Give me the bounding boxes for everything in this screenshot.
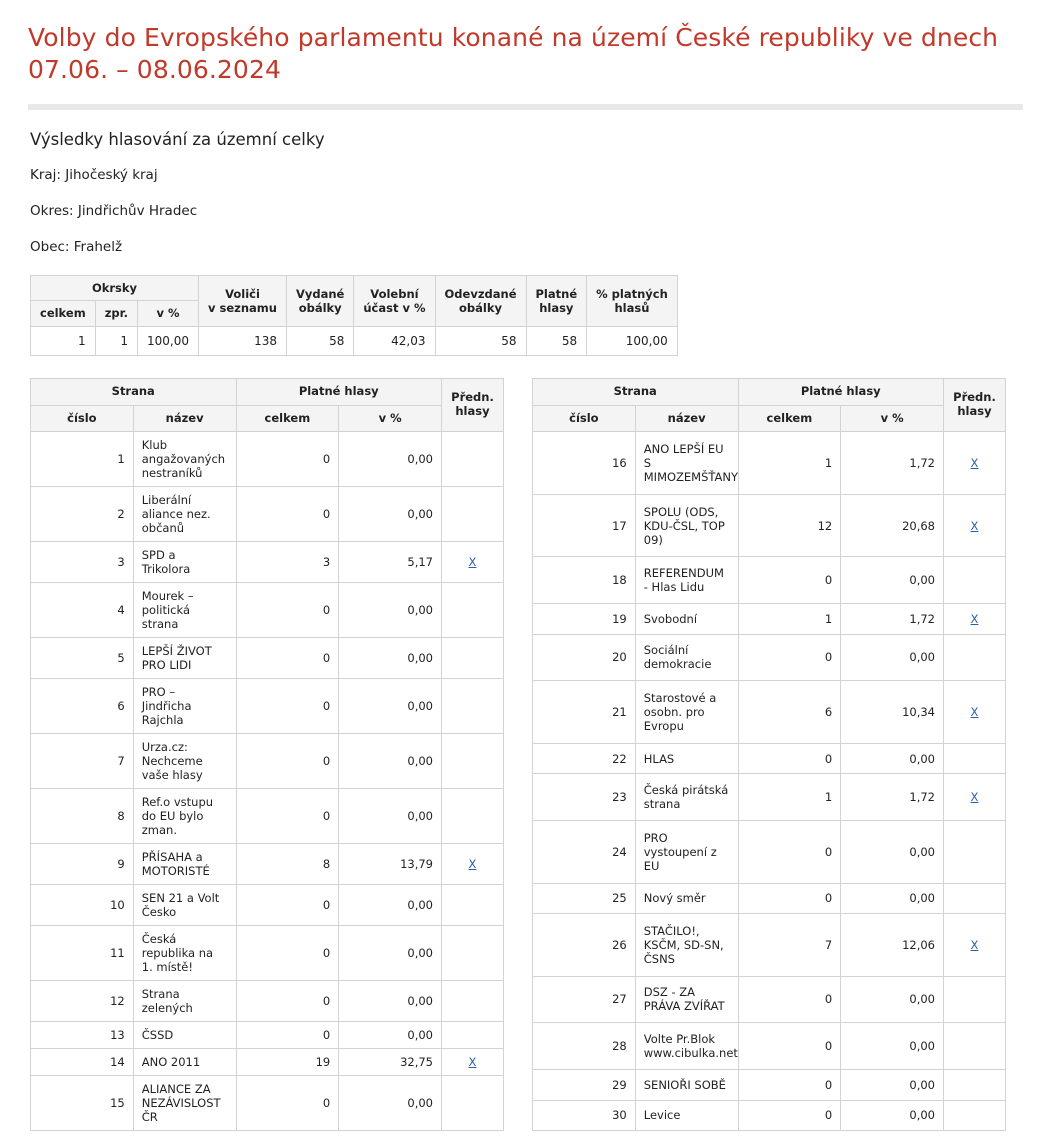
party-header-row-2 <box>533 405 1006 432</box>
party-name: ALIANCE ZA NEZÁVISLOST ČR <box>133 1076 236 1131</box>
header-celkem: celkem <box>236 405 339 432</box>
party-votes-total: 0 <box>236 981 339 1022</box>
table-row <box>533 634 1006 681</box>
party-votes-percent: 0,00 <box>841 883 944 914</box>
header-okrsky-vproc: v % <box>138 301 199 326</box>
preferential-votes-link[interactable]: X <box>970 611 979 626</box>
table-row <box>31 885 504 926</box>
header-odevzdane-obalky: Odevzdané obálky <box>435 276 526 327</box>
preferential-votes-cell <box>944 821 1006 884</box>
party-votes-percent: 0,00 <box>841 1100 944 1131</box>
party-votes-total: 19 <box>236 1049 339 1076</box>
preferential-votes-cell <box>944 1069 1006 1100</box>
table-row <box>533 494 1006 557</box>
party-votes-total: 0 <box>738 821 841 884</box>
value-platne-hlasy: 58 <box>526 326 587 355</box>
preferential-votes-cell <box>442 789 504 844</box>
preferential-votes-cell <box>442 638 504 679</box>
party-number: 5 <box>31 638 134 679</box>
party-name: PŘÍSAHA a MOTORISTÉ <box>133 844 236 885</box>
table-row <box>31 583 504 638</box>
value-okrsky-zpr: 1 <box>95 326 137 355</box>
party-name: Sociální demokracie <box>635 634 738 681</box>
party-number: 30 <box>533 1100 636 1131</box>
preferential-votes-cell[interactable] <box>442 542 504 583</box>
party-votes-percent: 0,00 <box>841 1023 944 1070</box>
party-votes-total: 0 <box>738 1023 841 1070</box>
party-name: ČSSD <box>133 1022 236 1049</box>
party-votes-total: 0 <box>236 789 339 844</box>
party-number: 9 <box>31 844 134 885</box>
party-number: 11 <box>31 926 134 981</box>
table-row <box>31 926 504 981</box>
party-number: 8 <box>31 789 134 844</box>
party-name: Ref.o vstupu do EU bylo zman. <box>133 789 236 844</box>
party-number: 7 <box>31 734 134 789</box>
header-proc-platnych: % platných hlasů <box>587 276 678 327</box>
party-votes-total: 0 <box>236 1022 339 1049</box>
header-cislo: číslo <box>533 405 636 432</box>
table-row <box>533 774 1006 821</box>
party-votes-total: 0 <box>236 885 339 926</box>
preferential-votes-cell <box>442 734 504 789</box>
party-votes-total: 0 <box>738 1069 841 1100</box>
table-row <box>533 432 1006 495</box>
party-votes-percent: 1,72 <box>841 432 944 495</box>
party-votes-percent: 1,72 <box>841 603 944 634</box>
party-name: Svobodní <box>635 603 738 634</box>
party-votes-percent: 32,75 <box>339 1049 442 1076</box>
preferential-votes-cell <box>442 1022 504 1049</box>
party-votes-percent: 0,00 <box>339 487 442 542</box>
party-votes-total: 0 <box>738 743 841 774</box>
preferential-votes-cell <box>442 926 504 981</box>
party-name: HLAS <box>635 743 738 774</box>
party-votes-total: 0 <box>236 583 339 638</box>
table-row <box>31 638 504 679</box>
party-votes-total: 7 <box>738 914 841 977</box>
party-votes-percent: 0,00 <box>339 1022 442 1049</box>
party-name: ANO 2011 <box>133 1049 236 1076</box>
preferential-votes-cell[interactable] <box>944 603 1006 634</box>
party-votes-percent: 0,00 <box>339 583 442 638</box>
party-rows-right <box>533 432 1006 1131</box>
party-number: 4 <box>31 583 134 638</box>
header-okrsky-celkem: celkem <box>31 301 96 326</box>
preferential-votes-cell[interactable] <box>442 844 504 885</box>
party-number: 17 <box>533 494 636 557</box>
preferential-votes-link[interactable]: X <box>970 456 979 471</box>
party-votes-percent: 0,00 <box>339 679 442 734</box>
header-predn-hlasy: Předn. hlasy <box>442 378 504 432</box>
party-name: STAČILO!, KSČM, SD-SN, ČSNS <box>635 914 738 977</box>
table-row <box>31 1076 504 1131</box>
preferential-votes-link[interactable]: X <box>970 790 979 805</box>
party-votes-percent: 0,00 <box>339 638 442 679</box>
preferential-votes-link[interactable]: X <box>970 518 979 533</box>
preferential-votes-cell <box>442 1076 504 1131</box>
party-votes-percent: 0,00 <box>841 1069 944 1100</box>
party-votes-total: 3 <box>236 542 339 583</box>
summary-values-row <box>31 326 678 355</box>
party-name: DSZ - ZA PRÁVA ZVÍŘAT <box>635 976 738 1023</box>
party-number: 6 <box>31 679 134 734</box>
header-vproc: v % <box>841 405 944 432</box>
table-row <box>31 487 504 542</box>
party-name: LEPŠÍ ŽIVOT PRO LIDI <box>133 638 236 679</box>
preferential-votes-cell <box>944 1023 1006 1070</box>
party-name: Strana zelených <box>133 981 236 1022</box>
table-row <box>31 981 504 1022</box>
party-results-area <box>30 378 1023 1132</box>
table-row <box>533 1100 1006 1131</box>
preferential-votes-link[interactable]: X <box>970 704 979 719</box>
party-votes-percent: 0,00 <box>339 981 442 1022</box>
party-votes-total: 0 <box>738 1100 841 1131</box>
party-header-row-1 <box>31 378 504 405</box>
preferential-votes-cell <box>442 487 504 542</box>
preferential-votes-cell <box>442 583 504 638</box>
value-odevzdane-obalky: 58 <box>435 326 526 355</box>
header-vydane-obalky: Vydané obálky <box>286 276 353 327</box>
header-cislo: číslo <box>31 405 134 432</box>
header-platne-hlasy: Platné hlasy <box>738 378 944 405</box>
party-name: Starostové a osobn. pro Evropu <box>635 681 738 744</box>
party-votes-percent: 0,00 <box>339 885 442 926</box>
header-strana: Strana <box>533 378 739 405</box>
summary-table <box>30 275 678 356</box>
party-number: 18 <box>533 557 636 604</box>
party-name: PRO vystoupení z EU <box>635 821 738 884</box>
party-votes-total: 0 <box>236 679 339 734</box>
party-votes-total: 1 <box>738 432 841 495</box>
party-votes-total: 8 <box>236 844 339 885</box>
party-number: 25 <box>533 883 636 914</box>
party-number: 10 <box>31 885 134 926</box>
party-name: Liberální aliance nez. občanů <box>133 487 236 542</box>
summary-header-row-1 <box>31 276 678 301</box>
party-name: SPOLU (ODS, KDU-ČSL, TOP 09) <box>635 494 738 557</box>
party-name: Klub angažovaných nestraníků <box>133 432 236 487</box>
party-number: 22 <box>533 743 636 774</box>
party-rows-left <box>31 432 504 1131</box>
section-title: Výsledky hlasování za územní celky <box>30 130 325 149</box>
party-name: SENIOŘI SOBĚ <box>635 1069 738 1100</box>
table-row <box>533 1069 1006 1100</box>
party-table-left <box>30 378 504 1132</box>
party-votes-total: 1 <box>738 774 841 821</box>
region-obec: Obec: Frahelž <box>30 239 123 255</box>
party-votes-total: 6 <box>738 681 841 744</box>
header-platne-hlasy: Platné hlasy <box>526 276 587 327</box>
preferential-votes-cell <box>442 679 504 734</box>
table-row <box>533 557 1006 604</box>
party-votes-total: 0 <box>738 976 841 1023</box>
party-votes-percent: 13,79 <box>339 844 442 885</box>
party-name: PRO – Jindřicha Rajchla <box>133 679 236 734</box>
party-name: SPD a Trikolora <box>133 542 236 583</box>
party-votes-total: 0 <box>236 926 339 981</box>
preferential-votes-cell <box>944 743 1006 774</box>
party-name: Volte Pr.Blok www.cibulka.net <box>635 1023 738 1070</box>
party-votes-percent: 10,34 <box>841 681 944 744</box>
header-volebni-ucast: Volební účast v % <box>354 276 435 327</box>
party-name: Mourek – politická strana <box>133 583 236 638</box>
party-votes-percent: 0,00 <box>841 976 944 1023</box>
preferential-votes-cell[interactable] <box>944 914 1006 977</box>
party-number: 13 <box>31 1022 134 1049</box>
party-votes-percent: 0,00 <box>339 926 442 981</box>
party-header-row-1 <box>533 378 1006 405</box>
value-okrsky-vproc: 100,00 <box>138 326 199 355</box>
party-number: 27 <box>533 976 636 1023</box>
table-row <box>31 542 504 583</box>
preferential-votes-cell <box>944 557 1006 604</box>
header-nazev: název <box>133 405 236 432</box>
table-row <box>533 821 1006 884</box>
table-row <box>31 734 504 789</box>
page-title: Volby do Evropského parlamentu konané na území České republiky ve dnech 07.06. – 08.06.2024 <box>28 23 999 84</box>
party-number: 26 <box>533 914 636 977</box>
party-votes-percent: 1,72 <box>841 774 944 821</box>
table-row <box>533 603 1006 634</box>
party-votes-total: 0 <box>738 634 841 681</box>
party-votes-percent: 0,00 <box>841 821 944 884</box>
preferential-votes-cell[interactable] <box>944 432 1006 495</box>
preferential-votes-link[interactable]: X <box>468 1055 477 1070</box>
party-header-row-2 <box>31 405 504 432</box>
party-votes-total: 0 <box>738 557 841 604</box>
preferential-votes-cell <box>442 981 504 1022</box>
party-name: Urza.cz: Nechceme vaše hlasy <box>133 734 236 789</box>
table-row <box>31 1049 504 1076</box>
preferential-votes-cell <box>944 634 1006 681</box>
party-votes-total: 0 <box>236 638 339 679</box>
preferential-votes-cell[interactable] <box>944 681 1006 744</box>
title-divider <box>28 104 1023 110</box>
party-name: REFERENDUM - Hlas Lidu <box>635 557 738 604</box>
table-row <box>533 883 1006 914</box>
table-row <box>533 743 1006 774</box>
table-row <box>533 681 1006 744</box>
value-vydane-obalky: 58 <box>286 326 353 355</box>
party-votes-total: 0 <box>236 1076 339 1131</box>
party-votes-total: 1 <box>738 603 841 634</box>
preferential-votes-cell <box>442 432 504 487</box>
header-strana: Strana <box>31 378 237 405</box>
party-number: 23 <box>533 774 636 821</box>
region-okres: Okres: Jindřichův Hradec <box>30 203 198 219</box>
preferential-votes-cell <box>944 976 1006 1023</box>
header-vproc: v % <box>339 405 442 432</box>
party-votes-percent: 20,68 <box>841 494 944 557</box>
preferential-votes-link[interactable]: X <box>468 857 477 872</box>
party-number: 20 <box>533 634 636 681</box>
party-votes-percent: 5,17 <box>339 542 442 583</box>
preferential-votes-cell <box>944 1100 1006 1131</box>
value-volici-v-seznamu: 138 <box>199 326 287 355</box>
table-row <box>533 976 1006 1023</box>
header-platne-hlasy: Platné hlasy <box>236 378 442 405</box>
party-votes-percent: 12,06 <box>841 914 944 977</box>
header-okrsky-zpr: zpr. <box>95 301 137 326</box>
preferential-votes-cell[interactable] <box>944 494 1006 557</box>
table-row <box>31 1022 504 1049</box>
party-votes-percent: 0,00 <box>339 1076 442 1131</box>
party-number: 2 <box>31 487 134 542</box>
preferential-votes-cell <box>442 885 504 926</box>
party-votes-percent: 0,00 <box>841 743 944 774</box>
preferential-votes-cell <box>944 883 1006 914</box>
table-row <box>31 844 504 885</box>
table-row <box>31 789 504 844</box>
party-number: 16 <box>533 432 636 495</box>
party-number: 3 <box>31 542 134 583</box>
party-number: 29 <box>533 1069 636 1100</box>
preferential-votes-cell[interactable] <box>944 774 1006 821</box>
party-number: 12 <box>31 981 134 1022</box>
header-volici: Voliči v seznamu <box>199 276 287 327</box>
party-votes-percent: 0,00 <box>841 557 944 604</box>
preferential-votes-link[interactable]: X <box>468 555 477 570</box>
preferential-votes-cell[interactable] <box>442 1049 504 1076</box>
party-votes-total: 12 <box>738 494 841 557</box>
party-votes-percent: 0,00 <box>339 432 442 487</box>
table-row <box>31 432 504 487</box>
party-votes-total: 0 <box>236 487 339 542</box>
party-name: Nový směr <box>635 883 738 914</box>
party-name: Česká republika na 1. místě! <box>133 926 236 981</box>
header-celkem: celkem <box>738 405 841 432</box>
header-predn-hlasy: Předn. hlasy <box>944 378 1006 432</box>
party-votes-percent: 0,00 <box>339 789 442 844</box>
table-row <box>31 679 504 734</box>
party-number: 15 <box>31 1076 134 1131</box>
party-number: 28 <box>533 1023 636 1070</box>
party-votes-percent: 0,00 <box>841 634 944 681</box>
party-number: 21 <box>533 681 636 744</box>
region-kraj: Kraj: Jihočeský kraj <box>30 167 158 183</box>
party-name: ANO LEPŠÍ EU S MIMOZEMŠŤANY <box>635 432 738 495</box>
party-number: 19 <box>533 603 636 634</box>
party-votes-total: 0 <box>236 432 339 487</box>
value-proc-platnych-hlasu: 100,00 <box>587 326 678 355</box>
party-votes-total: 0 <box>738 883 841 914</box>
value-volebni-ucast: 42,03 <box>354 326 435 355</box>
party-name: Česká pirátská strana <box>635 774 738 821</box>
party-name: Levice <box>635 1100 738 1131</box>
party-votes-total: 0 <box>236 734 339 789</box>
header-nazev: název <box>635 405 738 432</box>
party-votes-percent: 0,00 <box>339 734 442 789</box>
table-row <box>533 914 1006 977</box>
party-number: 1 <box>31 432 134 487</box>
party-number: 14 <box>31 1049 134 1076</box>
header-okrsky: Okrsky <box>31 276 199 301</box>
party-name: SEN 21 a Volt Česko <box>133 885 236 926</box>
table-row <box>533 1023 1006 1070</box>
party-table-right <box>532 378 1006 1132</box>
preferential-votes-link[interactable]: X <box>970 937 979 952</box>
party-number: 24 <box>533 821 636 884</box>
value-okrsky-celkem: 1 <box>31 326 96 355</box>
